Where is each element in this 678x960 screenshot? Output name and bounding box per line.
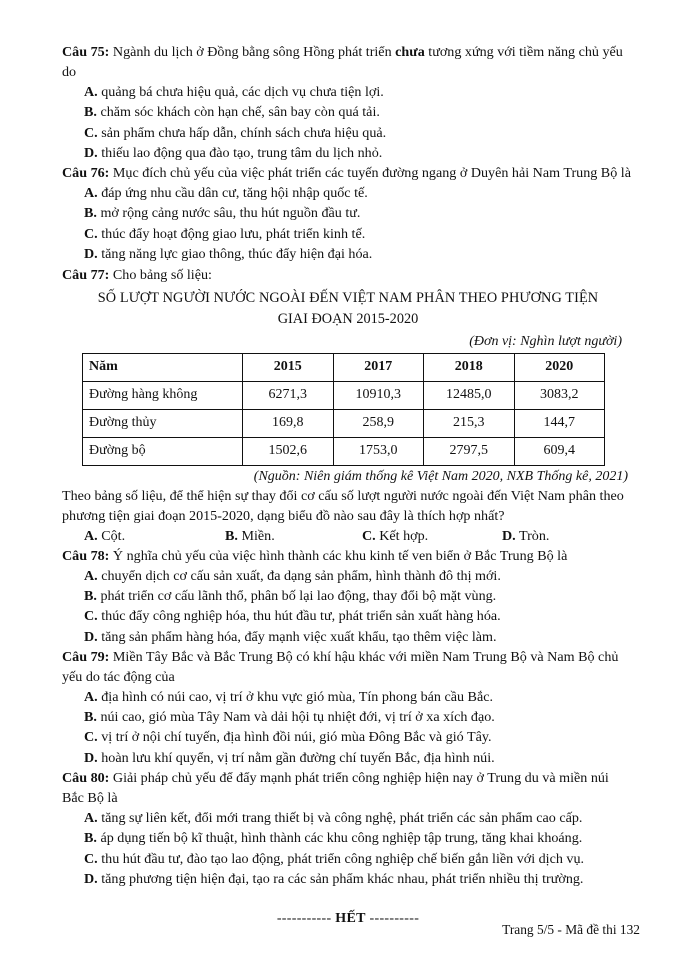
option-78-c[interactable]: [62, 606, 634, 626]
option-letter: C.: [84, 225, 98, 242]
table-cell: 10910,3: [333, 381, 424, 409]
option-78-b[interactable]: [62, 586, 634, 606]
option-letter: D.: [84, 245, 98, 262]
option-letter: D.: [84, 749, 98, 766]
table-source-note: (Nguồn: Niên giám thống kê Việt Nam 2020, NXB Thống kê, 2021): [253, 468, 628, 484]
question-stem-80: [62, 768, 634, 808]
question-label-75: Câu 75:: [62, 44, 110, 60]
question-text-79: Miền Tây Bắc và Bắc Trung Bộ có khí hậu khác với miền Nam Trung Bộ và Nam Bộ chủ yếu do tác động của: [62, 648, 619, 685]
option-letter: B.: [225, 527, 238, 544]
option-77-d[interactable]: [502, 526, 549, 546]
question-text-78: Ý nghĩa chủ yếu của việc hình thành các khu kinh tế ven biển ở Bắc Trung Bộ là: [109, 547, 568, 564]
option-76-a[interactable]: [62, 183, 634, 203]
table-row: [83, 381, 605, 409]
option-text: mở rộng cảng nước sâu, thu hút nguồn đầu tư.: [96, 205, 361, 222]
option-letter: A.: [84, 688, 98, 705]
table-col-header-2018: 2018: [424, 353, 515, 381]
page-footer: Trang 5/5 - Mã đề thi 132: [502, 922, 640, 937]
option-75-c[interactable]: [62, 123, 634, 143]
question-block-80: [62, 768, 634, 889]
table-col-header-2015: 2015: [243, 353, 334, 381]
option-text: Tròn.: [515, 527, 550, 544]
option-text: địa hình có núi cao, vị trí ở khu vực gió mùa, Tín phong bán cầu Bắc.: [97, 688, 493, 705]
option-text: Miền.: [237, 527, 275, 544]
question-stem-76: [62, 163, 634, 183]
option-text: thiếu lao động qua đào tạo, trung tâm du lịch nhỏ.: [97, 144, 383, 161]
option-letter: A.: [84, 567, 98, 584]
question-block-77: [62, 265, 634, 545]
option-text: sản phẩm chưa hấp dẫn, chính sách chưa hiệu quả.: [97, 124, 387, 141]
option-letter: C.: [84, 850, 98, 867]
table-cell: 609,4: [514, 437, 605, 465]
option-letter: D.: [502, 527, 516, 544]
option-75-a[interactable]: [62, 82, 634, 102]
table-col-header-year: Năm: [83, 353, 243, 381]
option-80-c[interactable]: [62, 849, 634, 869]
question-text-75-part1: Ngành du lịch ở Đồng bằng sông Hồng phát triển: [109, 44, 396, 60]
option-text: quảng bá chưa hiệu quả, các dịch vụ chưa tiện lợi.: [97, 84, 384, 100]
option-letter: A.: [84, 84, 98, 100]
option-text: tăng sản phẩm hàng hóa, đẩy mạnh việc xuất khẩu, tạo thêm việc làm.: [97, 628, 497, 645]
option-letter: B.: [84, 104, 97, 121]
question-text-77: Cho bảng số liệu:: [109, 267, 212, 284]
option-text: tăng năng lực giao thông, thúc đẩy hiện đại hóa.: [97, 245, 373, 262]
option-letter: A.: [84, 185, 98, 202]
option-text: hoàn lưu khí quyển, vị trí nằm gần đường chí tuyến Bắc, địa hình núi.: [97, 749, 495, 766]
table-col-header-2020: 2020: [514, 353, 605, 381]
table-cell: 258,9: [333, 409, 424, 437]
question-label-77: Câu 77:: [62, 267, 110, 284]
option-76-d[interactable]: [62, 244, 634, 264]
table-title-line2: GIAI ĐOẠN 2015-2020: [277, 310, 419, 327]
option-78-d[interactable]: [62, 627, 634, 647]
option-text: tăng sự liên kết, đổi mới trang thiết bị và công nghệ, phát triển các sản phẩm cao cấp.: [97, 809, 583, 826]
option-76-c[interactable]: [62, 224, 634, 244]
option-letter: C.: [84, 124, 98, 141]
question-stem-78: [62, 546, 634, 566]
question-block-78: [62, 546, 634, 647]
page-content: [62, 42, 634, 927]
option-text: tăng phương tiện hiện đại, tạo ra các sản phẩm khác nhau, phát triển nhiều thị trường.: [97, 870, 584, 887]
question-block-76: [62, 163, 634, 264]
option-text: Cột.: [97, 527, 126, 544]
option-text: thúc đẩy hoạt động giao lưu, phát triển kinh tế.: [97, 225, 366, 242]
table-col-header-2017: 2017: [333, 353, 424, 381]
option-text: phát triển cơ cấu lãnh thổ, phân bố lại lao động, thay đổi bộ mặt vùng.: [96, 587, 497, 604]
option-80-a[interactable]: [62, 808, 634, 828]
table-cell: 6271,3: [243, 381, 334, 409]
option-79-a[interactable]: [62, 687, 634, 707]
option-75-b[interactable]: [62, 102, 634, 122]
option-letter: B.: [84, 205, 97, 222]
data-table: [82, 353, 605, 466]
option-79-b[interactable]: [62, 707, 634, 727]
option-letter: C.: [84, 729, 98, 746]
table-cell: 2797,5: [424, 437, 515, 465]
option-text: chuyển dịch cơ cấu sản xuất, đa dạng sản phẩm, hình thành đô thị mới.: [97, 567, 501, 584]
table-header-row: [83, 353, 605, 381]
table-row: [83, 437, 605, 465]
option-letter: D.: [84, 628, 98, 645]
options-row-77: [62, 526, 634, 546]
option-text: đáp ứng nhu cầu dân cư, tăng hội nhập quốc tế.: [97, 185, 368, 202]
option-letter: B.: [84, 830, 97, 847]
question-block-75: [62, 42, 634, 163]
question-label-80: Câu 80:: [62, 769, 110, 786]
option-77-c[interactable]: [362, 526, 428, 546]
option-79-d[interactable]: [62, 748, 634, 768]
option-text: áp dụng tiến bộ kĩ thuật, hình thành các khu công nghiệp tập trung, tăng khai khoáng.: [96, 830, 583, 847]
option-79-c[interactable]: [62, 727, 634, 747]
option-letter: D.: [84, 144, 98, 161]
option-76-b[interactable]: [62, 203, 634, 223]
option-80-b[interactable]: [62, 828, 634, 848]
question-block-79: [62, 647, 634, 768]
option-letter: D.: [84, 870, 98, 887]
end-marker-label: HẾT: [335, 911, 366, 927]
option-letter: C.: [84, 608, 98, 625]
option-text: núi cao, gió mùa Tây Nam và dải hội tụ nhiệt đới, vị trí ở xa xích đạo.: [96, 709, 495, 726]
table-cell: 215,3: [424, 409, 515, 437]
option-text: chăm sóc khách còn hạn chế, sân bay còn quá tải.: [96, 104, 380, 121]
question-label-78: Câu 78:: [62, 547, 110, 564]
table-cell: 12485,0: [424, 381, 515, 409]
option-letter: A.: [84, 809, 98, 826]
question-text-80: Giải pháp chủ yếu để đẩy mạnh phát triển công nghiệp hiện nay ở Trung du và miền núi Bắc Bộ là: [62, 769, 609, 806]
table-cell: 169,8: [243, 409, 334, 437]
question-emphasis-75: chưa: [395, 44, 425, 60]
question-stem-77: [62, 265, 634, 285]
question-text-76: Mục đích chủ yếu của việc phát triển các tuyến đường ngang ở Duyên hải Nam Trung Bộ là: [109, 165, 631, 182]
option-letter: B.: [84, 587, 97, 604]
option-text: thu hút đầu tư, đào tạo lao động, phát triển công nghiệp chế biến gắn liền với dịch vụ.: [97, 850, 585, 867]
table-unit-note: (Đơn vị: Nghìn lượt người): [469, 333, 622, 349]
end-marker-dashes-left: -----------: [276, 911, 332, 927]
table-title-line1: SỐ LƯỢT NGƯỜI NƯỚC NGOÀI ĐẾN VIỆT NAM PHÂN THEO PHƯƠNG TIỆN: [97, 290, 599, 307]
option-80-d[interactable]: [62, 869, 634, 889]
option-letter: B.: [84, 709, 97, 726]
option-text: thúc đẩy công nghiệp hóa, thu hút đầu tư, phát triển sản xuất hàng hóa.: [97, 608, 501, 625]
question-text-75-part2: tương xứng với tiềm năng chủ yếu do: [62, 44, 623, 80]
question-stem-75: [62, 42, 634, 82]
table-cell: 144,7: [514, 409, 605, 437]
table-cell: 1753,0: [333, 437, 424, 465]
table-row: [83, 409, 605, 437]
table-cell: 1502,6: [243, 437, 334, 465]
option-letter: C.: [362, 527, 376, 544]
option-77-b[interactable]: [225, 526, 275, 546]
table-row-label-air: Đường hàng không: [83, 381, 243, 409]
question-label-79: Câu 79:: [62, 648, 110, 665]
table-row-label-road: Đường bộ: [83, 437, 243, 465]
table-cell: 3083,2: [514, 381, 605, 409]
option-text: Kết hợp.: [375, 527, 429, 544]
option-text: vị trí ở nội chí tuyến, địa hình đồi núi, gió mùa Đông Bắc và gió Tây.: [97, 729, 492, 746]
question-prompt-77: Theo bảng số liệu, để thể hiện sự thay đổi cơ cấu số lượt người nước ngoài đến Việt Nam phân theo phương tiện giai đoạn 2015-2020, dạng biểu đồ nào sau đây là thích hợp nhất?: [62, 487, 624, 524]
option-78-a[interactable]: [62, 566, 634, 586]
end-marker-dashes-right: ----------: [369, 911, 420, 927]
table-row-label-water: Đường thủy: [83, 409, 243, 437]
option-77-a[interactable]: [84, 526, 125, 546]
question-stem-79: [62, 647, 634, 687]
option-letter: A.: [84, 527, 98, 544]
question-label-76: Câu 76:: [62, 165, 110, 182]
option-75-d[interactable]: [62, 143, 634, 163]
